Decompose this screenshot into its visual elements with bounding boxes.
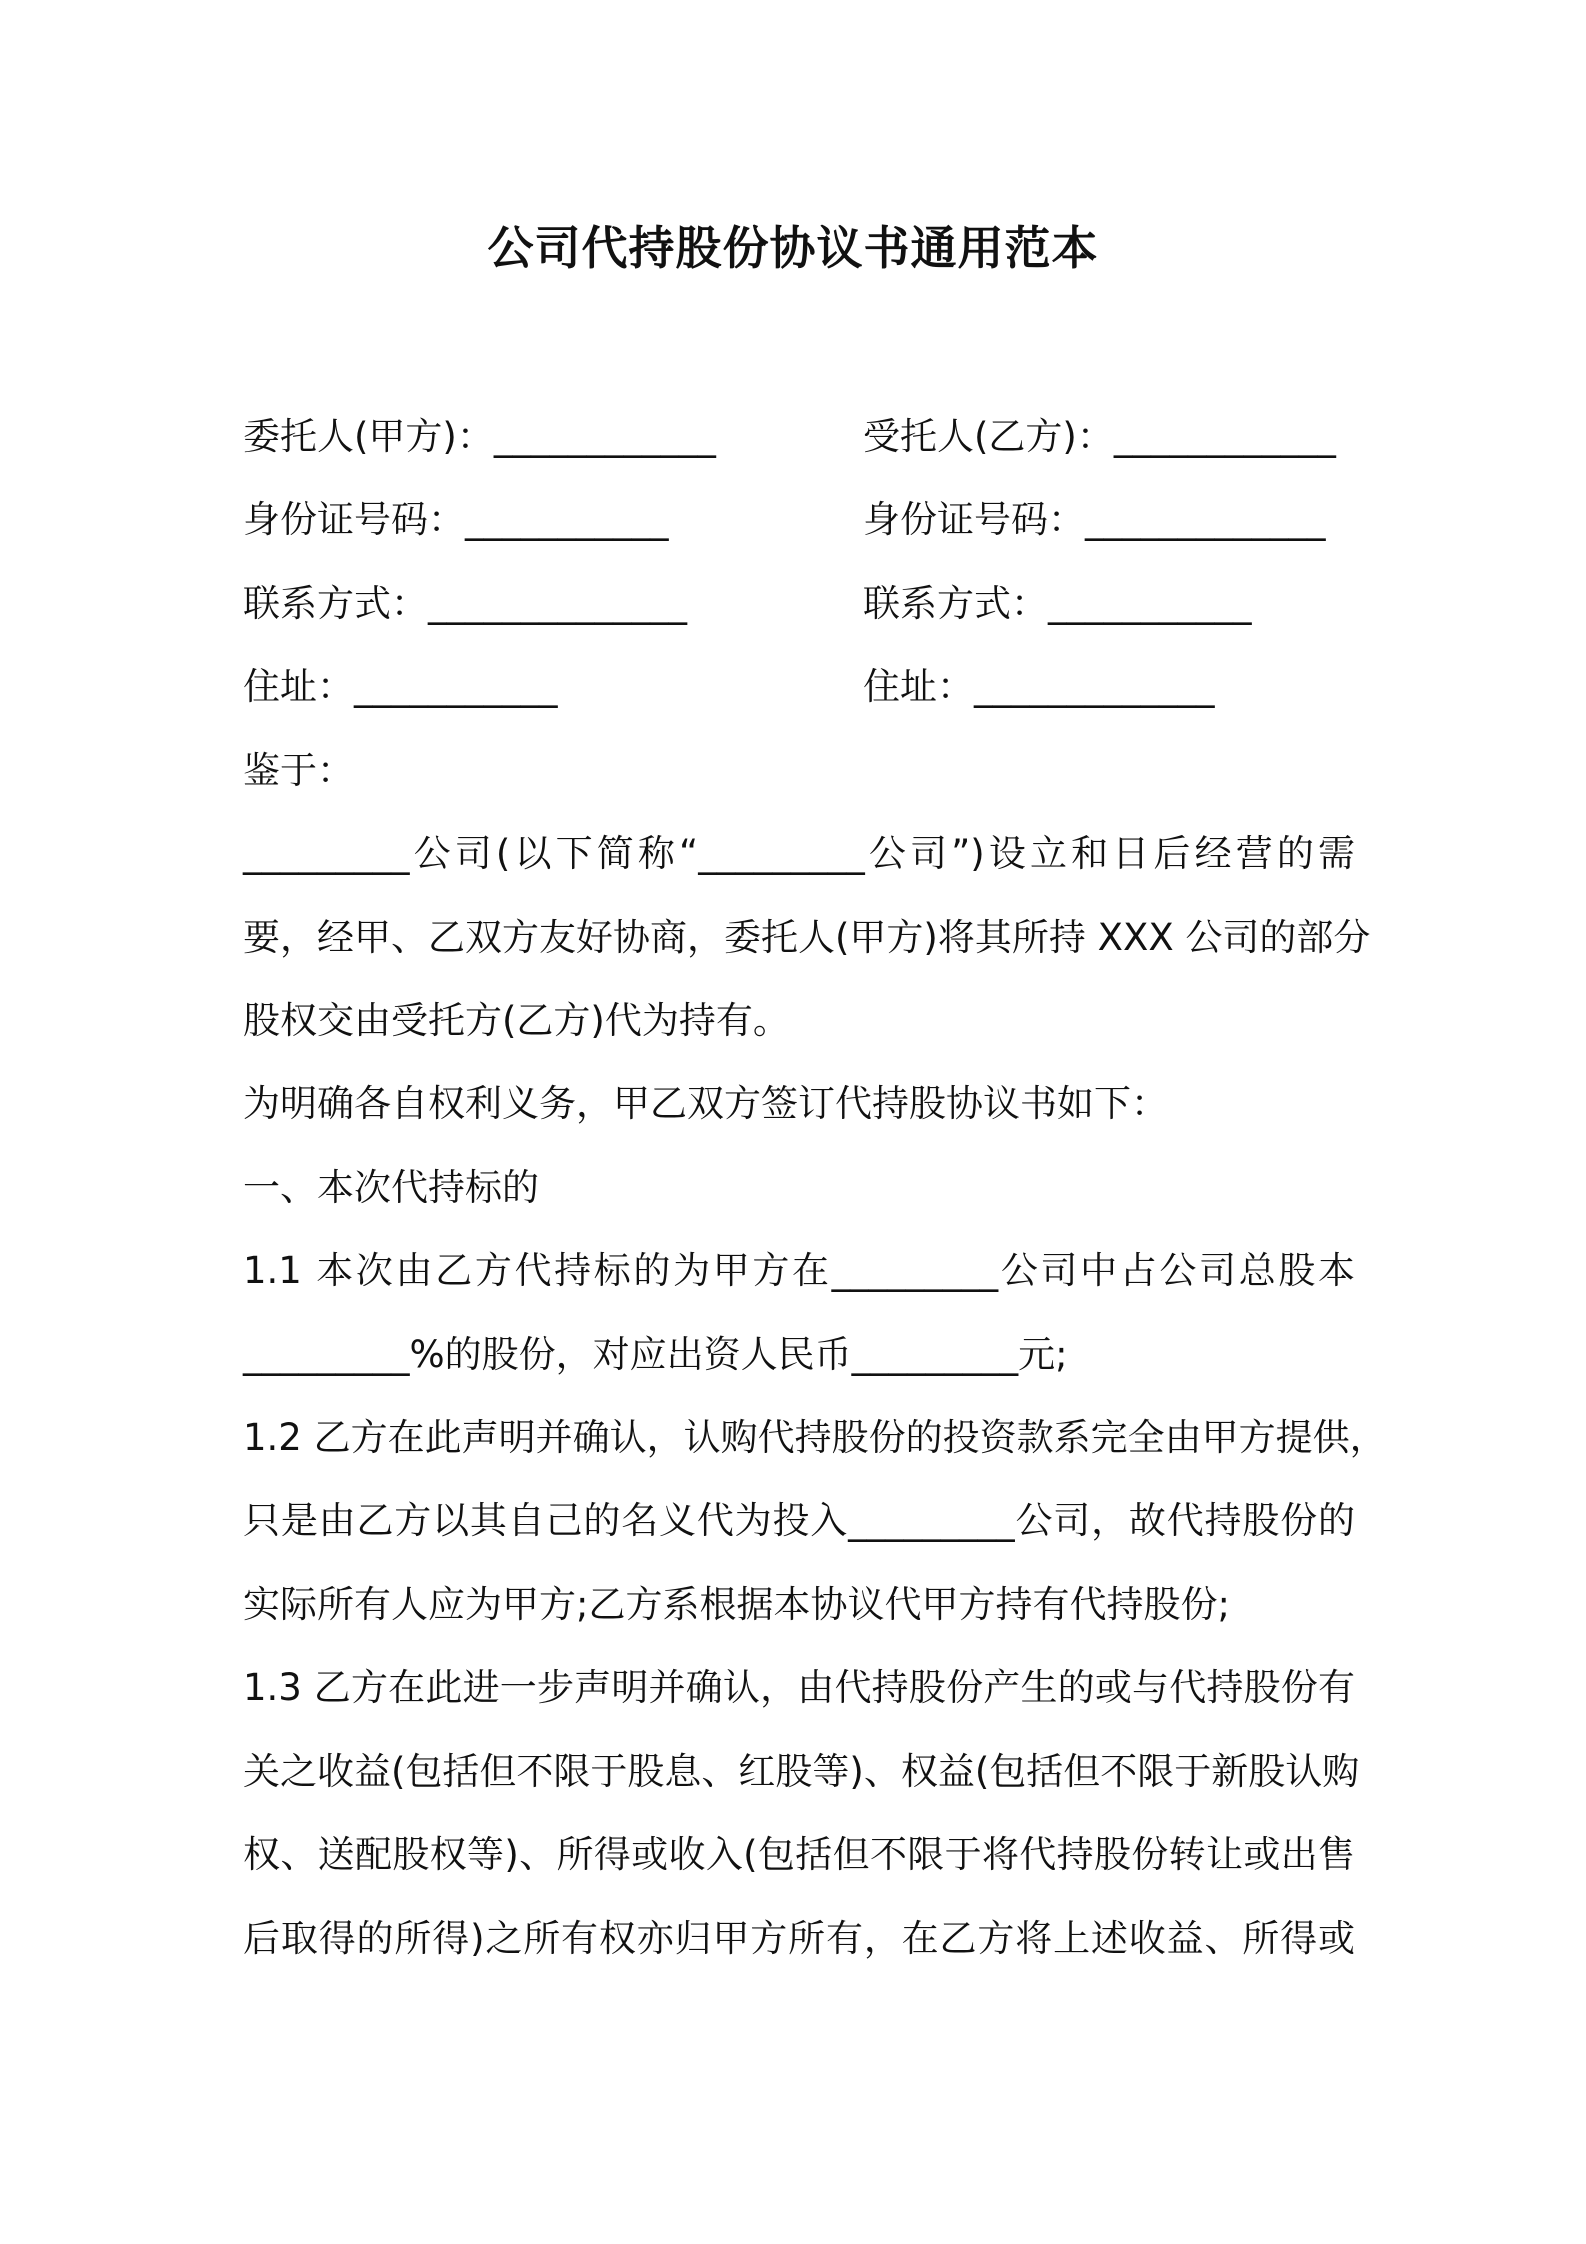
clause-1-2-line: 1.2 乙方在此声明并确认，认购代持股份的投资款系完全由甲方提供， [243, 1416, 1387, 1459]
party-b-name-field: 受托人(乙方)：____________ [863, 415, 1336, 458]
party-a-id-number-field: 身份证号码：___________ [243, 498, 669, 541]
clause-1-2-line: 只是由乙方以其自己的名义代为投入_________公司，故代持股份的 [243, 1499, 1355, 1542]
party-a-address-field: 住址：___________ [243, 665, 558, 708]
clause-1-3-line: 后取得的所得)之所有权亦归甲方所有，在乙方将上述收益、所得或 [243, 1917, 1355, 1960]
clause-1-3-line: 关之收益(包括但不限于股息、红股等)、权益(包括但不限于新股认购 [243, 1750, 1360, 1793]
party-b-address-field: 住址：_____________ [863, 665, 1215, 708]
clause-1-3-line: 1.3 乙方在此进一步声明并确认，由代持股份产生的或与代持股份有 [243, 1666, 1355, 1709]
party-b-contact-field: 联系方式：___________ [863, 582, 1252, 625]
recital-line: 股权交由受托方(乙方)代为持有。 [243, 999, 790, 1042]
document-title: 公司代持股份协议书通用范本 [487, 221, 1099, 275]
recital-line: _________公司(以下简称“_________公司”)设立和日后经营的需 [243, 832, 1355, 875]
party-a-name-field: 委托人(甲方)：____________ [243, 415, 716, 458]
clause-1-1-line: 1.1 本次由乙方代持标的为甲方在_________公司中占公司总股本 [243, 1249, 1355, 1292]
clause-1-3-line: 权、送配股权等)、所得或收入(包括但不限于将代持股份转让或出售 [243, 1833, 1355, 1876]
clause-1-1-line: _________%的股份，对应出资人民币_________元; [243, 1333, 1068, 1376]
agreement-intro-line: 为明确各自权利义务，甲乙双方签订代持股协议书如下： [243, 1082, 1168, 1125]
clause-1-2-line: 实际所有人应为甲方;乙方系根据本协议代甲方持有代持股份; [243, 1583, 1230, 1626]
party-b-id-number-field: 身份证号码：_____________ [863, 498, 1326, 541]
party-a-contact-field: 联系方式：______________ [243, 582, 687, 625]
whereas-heading: 鉴于： [243, 749, 354, 792]
section-one-heading: 一、本次代持标的 [243, 1166, 539, 1209]
recital-line: 要，经甲、乙双方友好协商，委托人(甲方)将其所持 XXX 公司的部分 [243, 916, 1371, 959]
